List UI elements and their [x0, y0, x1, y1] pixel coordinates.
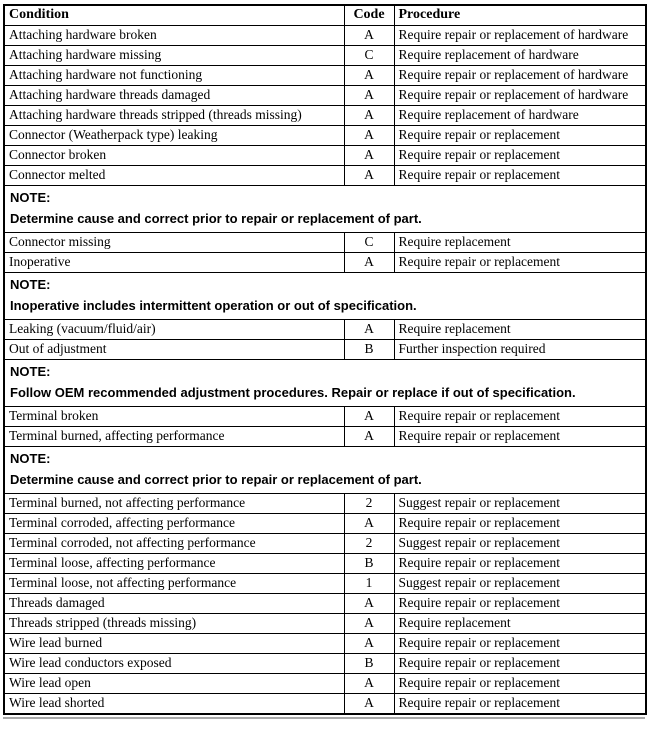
note-cell	[4, 273, 646, 320]
table-row	[4, 534, 646, 554]
table-row	[4, 574, 646, 594]
code-cell: A	[344, 634, 394, 654]
condition-cell: Threads stripped (threads missing)	[4, 614, 344, 634]
table-row	[4, 634, 646, 654]
procedure-cell: Require replacement	[394, 320, 646, 340]
note-cell	[4, 447, 646, 494]
condition-cell: Inoperative	[4, 253, 344, 273]
procedure-cell: Require replacement	[394, 614, 646, 634]
procedure-cell: Suggest repair or replacement	[394, 574, 646, 594]
code-cell: B	[344, 554, 394, 574]
condition-cell: Terminal burned, not affecting performance	[4, 494, 344, 514]
table-row	[4, 166, 646, 186]
condition-cell: Attaching hardware missing	[4, 46, 344, 66]
table-row	[4, 694, 646, 715]
note-text: Determine cause and correct prior to repair or replacement of part.	[10, 472, 422, 487]
code-cell: A	[344, 253, 394, 273]
note-cell	[4, 360, 646, 407]
procedure-cell: Require repair or replacement	[394, 514, 646, 534]
code-cell: A	[344, 126, 394, 146]
procedure-cell: Require repair or replacement	[394, 634, 646, 654]
condition-cell: Wire lead open	[4, 674, 344, 694]
code-cell: A	[344, 86, 394, 106]
procedure-cell: Require replacement of hardware	[394, 46, 646, 66]
code-cell: A	[344, 166, 394, 186]
procedure-cell: Suggest repair or replacement	[394, 494, 646, 514]
condition-cell: Wire lead shorted	[4, 694, 344, 715]
code-cell: B	[344, 340, 394, 360]
condition-cell: Connector broken	[4, 146, 344, 166]
procedure-cell: Require repair or replacement	[394, 674, 646, 694]
table-row	[4, 106, 646, 126]
condition-cell: Attaching hardware threads stripped (threads missing)	[4, 106, 344, 126]
condition-cell: Terminal broken	[4, 407, 344, 427]
table-row	[4, 253, 646, 273]
condition-cell: Attaching hardware broken	[4, 26, 344, 46]
table-row	[4, 46, 646, 66]
table-row	[4, 340, 646, 360]
condition-cell: Attaching hardware threads damaged	[4, 86, 344, 106]
procedure-cell: Suggest repair or replacement	[394, 534, 646, 554]
table-row	[4, 66, 646, 86]
table-row	[4, 233, 646, 253]
code-cell: A	[344, 694, 394, 715]
condition-cell: Leaking (vacuum/fluid/air)	[4, 320, 344, 340]
procedure-cell: Require repair or replacement	[394, 126, 646, 146]
procedure-cell: Further inspection required	[394, 340, 646, 360]
header-row	[4, 5, 646, 26]
code-cell: A	[344, 106, 394, 126]
procedure-cell: Require repair or replacement of hardware	[394, 26, 646, 46]
table-row	[4, 494, 646, 514]
code-cell: 1	[344, 574, 394, 594]
procedure-cell: Require repair or replacement	[394, 166, 646, 186]
code-cell: C	[344, 233, 394, 253]
table-row	[4, 26, 646, 46]
note-text: Inoperative includes intermittent operation or out of specification.	[10, 298, 417, 313]
procedure-cell: Require repair or replacement	[394, 146, 646, 166]
cropped-next-row-edge	[3, 717, 645, 719]
code-cell: A	[344, 674, 394, 694]
code-cell: A	[344, 146, 394, 166]
note-label: NOTE:	[10, 190, 51, 205]
procedure-cell: Require repair or replacement	[394, 694, 646, 715]
table-row	[4, 320, 646, 340]
procedure-cell: Require repair or replacement	[394, 427, 646, 447]
table-row	[4, 427, 646, 447]
note-row	[4, 186, 646, 233]
procedure-cell: Require repair or replacement	[394, 654, 646, 674]
condition-cell: Terminal burned, affecting performance	[4, 427, 344, 447]
table-row	[4, 146, 646, 166]
table-row	[4, 614, 646, 634]
code-cell: A	[344, 514, 394, 534]
condition-column-header: Condition	[4, 5, 344, 26]
note-row	[4, 273, 646, 320]
procedure-cell: Require repair or replacement of hardware	[394, 86, 646, 106]
condition-cell: Out of adjustment	[4, 340, 344, 360]
code-cell: A	[344, 26, 394, 46]
table-row	[4, 126, 646, 146]
note-label: NOTE:	[10, 451, 51, 466]
table-row	[4, 654, 646, 674]
note-label: NOTE:	[10, 277, 51, 292]
condition-cell: Terminal loose, affecting performance	[4, 554, 344, 574]
procedure-cell: Require repair or replacement of hardware	[394, 66, 646, 86]
condition-cell: Connector (Weatherpack type) leaking	[4, 126, 344, 146]
note-text: Follow OEM recommended adjustment procedures. Repair or replace if out of specification.	[10, 385, 576, 400]
code-cell: A	[344, 407, 394, 427]
condition-cell: Terminal corroded, affecting performance	[4, 514, 344, 534]
procedure-cell: Require repair or replacement	[394, 594, 646, 614]
condition-cell: Wire lead conductors exposed	[4, 654, 344, 674]
condition-code-procedure-table	[3, 4, 647, 715]
code-cell: 2	[344, 494, 394, 514]
procedure-cell: Require replacement of hardware	[394, 106, 646, 126]
note-cell	[4, 186, 646, 233]
condition-cell: Connector missing	[4, 233, 344, 253]
condition-cell: Attaching hardware not functioning	[4, 66, 344, 86]
procedure-cell: Require replacement	[394, 233, 646, 253]
code-cell: A	[344, 614, 394, 634]
note-text: Determine cause and correct prior to repair or replacement of part.	[10, 211, 422, 226]
table-row	[4, 554, 646, 574]
code-cell: A	[344, 320, 394, 340]
table-header	[4, 5, 646, 26]
code-cell: A	[344, 594, 394, 614]
procedure-cell: Require repair or replacement	[394, 253, 646, 273]
table-row	[4, 674, 646, 694]
procedure-cell: Require repair or replacement	[394, 554, 646, 574]
condition-cell: Terminal loose, not affecting performance	[4, 574, 344, 594]
procedure-column-header: Procedure	[394, 5, 646, 26]
service-table-body	[4, 26, 646, 715]
code-cell: 2	[344, 534, 394, 554]
code-cell: A	[344, 427, 394, 447]
table-row	[4, 407, 646, 427]
condition-cell: Terminal corroded, not affecting performance	[4, 534, 344, 554]
condition-cell: Threads damaged	[4, 594, 344, 614]
condition-cell: Connector melted	[4, 166, 344, 186]
procedure-cell: Require repair or replacement	[394, 407, 646, 427]
code-cell: A	[344, 66, 394, 86]
code-column-header: Code	[344, 5, 394, 26]
note-row	[4, 447, 646, 494]
code-cell: B	[344, 654, 394, 674]
table-row	[4, 86, 646, 106]
condition-cell: Wire lead burned	[4, 634, 344, 654]
table-row	[4, 514, 646, 534]
table-row	[4, 594, 646, 614]
code-cell: C	[344, 46, 394, 66]
note-label: NOTE:	[10, 364, 51, 379]
note-row	[4, 360, 646, 407]
